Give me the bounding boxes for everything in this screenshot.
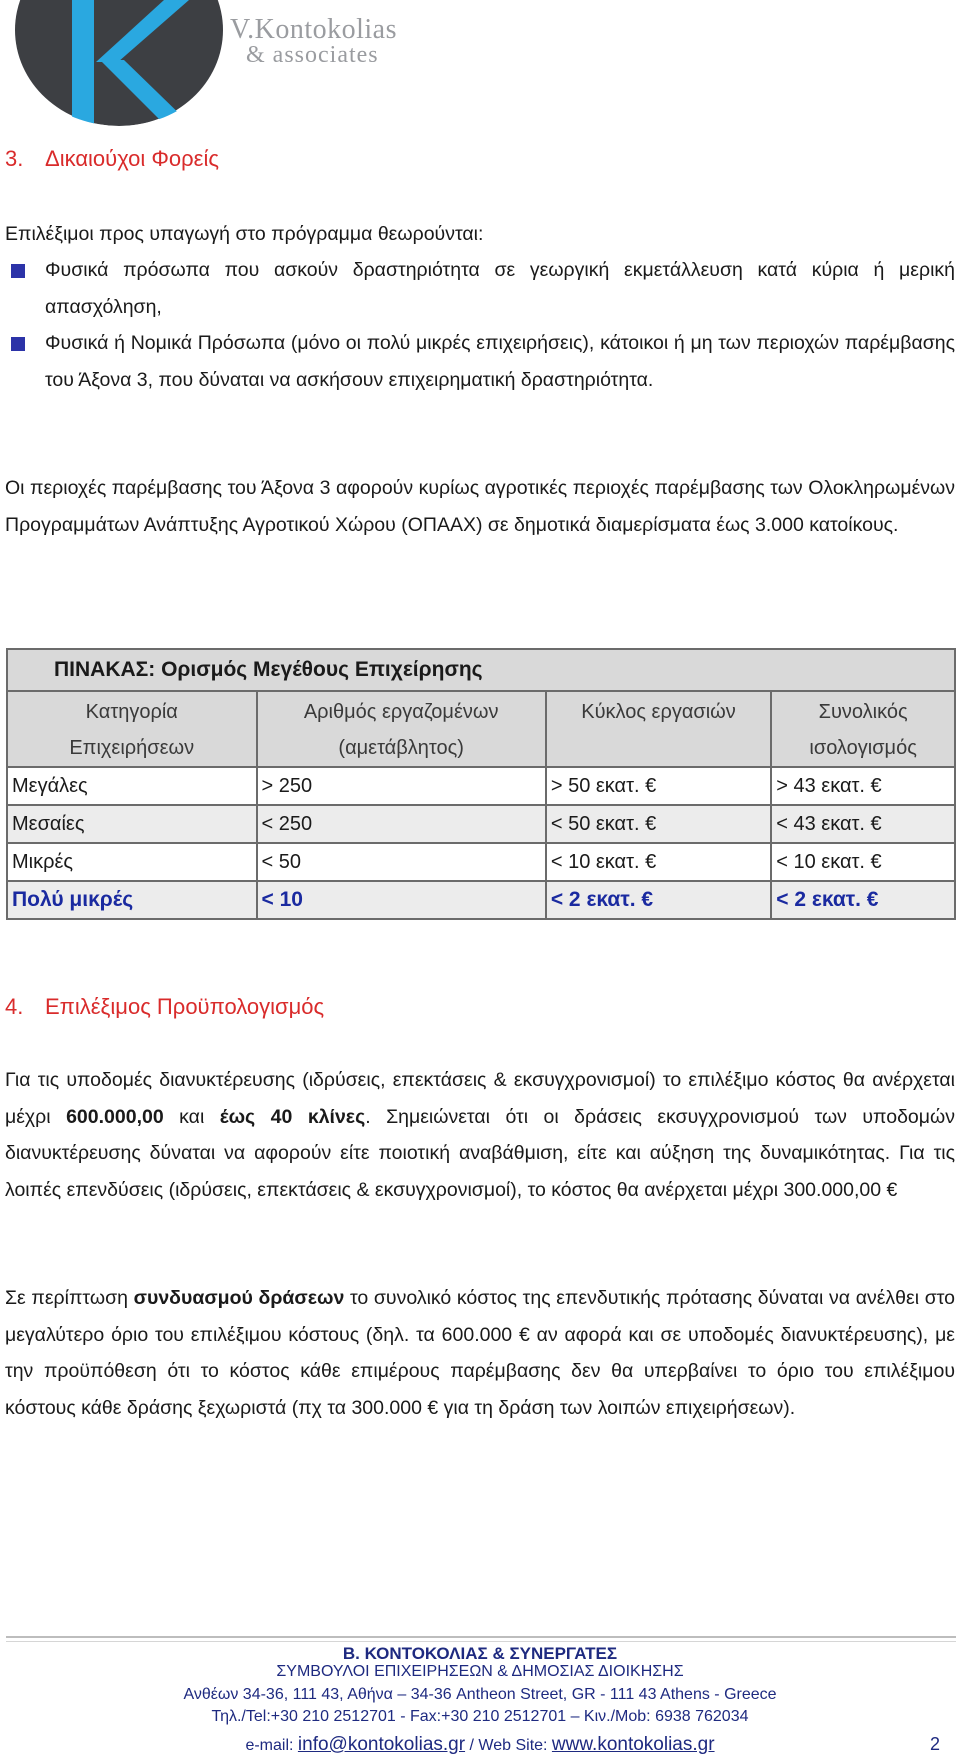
table-cell: Μεσαίες: [7, 805, 257, 843]
table-cell: < 50 εκατ. €: [546, 805, 771, 843]
table-row: [7, 805, 955, 843]
square-bullet-icon: [11, 264, 25, 278]
table-cell: > 250: [257, 767, 546, 805]
square-bullet-icon: [11, 337, 25, 351]
table-cell: < 10: [257, 881, 546, 919]
column-header-employees: Αριθμός εργαζομένων (αμετάβλητος): [257, 691, 546, 767]
email-link[interactable]: info@kontokolias.gr: [297, 1734, 466, 1755]
column-header-balance: Συνολικός ισολογισμός: [771, 691, 955, 767]
intervention-areas-paragraph: Οι περιοχές παρέμβασης του Άξονα 3 αφορούν κυρίως αγροτικές περιοχές παρέμβασης των Ολοκληρωμένων Προγραμμάτων Ανάπτυξης Αγροτικού Χώρου (ΟΠΑΑΧ) σε δημοτικά διαμερίσματα έως 3.000 κατοίκους.: [5, 477, 955, 536]
table-cell: Πολύ μικρές: [7, 881, 257, 919]
budget-paragraph-1: Για τις υποδομές διανυκτέρευσης (ιδρύσεις, επεκτάσεις & εκσυγχρονισμοί) το επιλέξιμο κόστος θα ανέρχεται μέχρι 600.000,00 και έως 40 κλίνες. Σημειώνεται ότι οι δράσεις εκσυγχρονισμού των υποδομών διανυκτέρευσης δύναται να αφορούν είτε ποιοτική αναβάθμιση, είτε και αύξηση της δυναμικότητας. Για τις λοιπές επενδύσεις (ιδρύσεις, επεκτάσεις & εκσυγχρονισμοί), το κόστος θα ανέρχεται μέχρι 300.000,00 €: [5, 1069, 955, 1201]
business-size-table: [6, 648, 956, 920]
table-title: ΠΙΝΑΚΑΣ: Ορισμός Μεγέθους Επιχείρησης: [7, 649, 955, 691]
logo-title: V.Kontokolias: [230, 14, 397, 45]
eligibility-intro: Επιλέξιμοι προς υπαγωγή στο πρόγραμμα θεωρούνται:: [5, 223, 484, 245]
footer-subtitle: ΣΥΜΒΟΥΛΟΙ ΕΠΙΧΕΙΡΗΣΕΩΝ & ΔΗΜΟΣΙΑΣ ΔΙΟΙΚΗΣΗΣ: [276, 1663, 684, 1680]
budget-amount: 600.000,00: [66, 1105, 164, 1128]
email-label: e-mail:: [245, 1737, 298, 1754]
footer-contact: e-mail: info@kontokolias.gr / Web Site: www.kontokolias.gr: [245, 1734, 715, 1755]
table-cell: < 43 εκατ. €: [771, 805, 955, 843]
table-cell: Μεγάλες: [7, 767, 257, 805]
table-row: [7, 843, 955, 881]
list-item: [5, 325, 955, 398]
table-cell: < 250: [257, 805, 546, 843]
section-3-number: 3.: [5, 146, 24, 171]
footer-company-name: Β. ΚΟΝΤΟΚΟΛΙΑΣ & ΣΥΝΕΡΓΑΤΕΣ: [342, 1644, 618, 1663]
eligibility-list: [5, 252, 955, 398]
logo-subtitle: & associates: [246, 42, 379, 68]
table-cell: > 50 εκατ. €: [546, 767, 771, 805]
list-item: [5, 252, 955, 325]
table-row: [7, 767, 955, 805]
page-number: 2: [930, 1734, 941, 1754]
section-4-title: Επιλέξιμος Προϋπολογισμός: [45, 994, 325, 1019]
footer-divider: [6, 1641, 956, 1642]
website-link[interactable]: www.kontokolias.gr: [551, 1734, 715, 1755]
beds-limit: έως 40 κλίνες: [219, 1105, 366, 1128]
budget-paragraph-2: Σε περίπτωση συνδυασμού δράσεων το συνολικό κόστος της επενδυτικής πρότασης δύναται να ανέλθει στο μεγαλύτερο όριο του επιλέξιμου κόστους (δηλ. τα 600.000 € αν αφορά και σε υποδομές διανυκτέρευσης), με την προϋπόθεση ότι το κόστος κάθε επιμέρους παρέμβασης δεν θα υπερβαίνει το όριο του επιλέξιμου κόστους κάθε δράσης ξεχωριστά (πχ τα 300.000 € για τη δράση των λοιπών επιχειρήσεων).: [5, 1287, 956, 1419]
company-logo: [14, 0, 454, 126]
table-cell: < 50: [257, 843, 546, 881]
table-cell: < 10 εκατ. €: [771, 843, 955, 881]
list-item-text: Φυσικά πρόσωπα που ασκούν δραστηριότητα σε γεωργική εκμετάλλευση κατά κύρια ή μερική απασχόληση,: [45, 259, 955, 318]
column-header-turnover: Κύκλος εργασιών: [546, 691, 771, 767]
section-3-heading: [5, 146, 219, 172]
table-cell: < 2 εκατ. €: [771, 881, 955, 919]
section-4-number: 4.: [5, 994, 24, 1019]
footer-address: Ανθέων 34-36, 111 43, Αθήνα – 34-36 Antheon Street, GR - 111 43 Athens - Greece: [183, 1686, 777, 1703]
section-3-title: Δικαιούχοι Φορείς: [45, 146, 219, 171]
table-cell: < 2 εκατ. €: [546, 881, 771, 919]
section-4-heading: [5, 994, 324, 1020]
k-letter-logo-icon: [14, 0, 224, 126]
table-row: [7, 881, 955, 919]
table-cell: > 43 εκατ. €: [771, 767, 955, 805]
column-header-category: Κατηγορία Επιχειρήσεων: [7, 691, 257, 767]
footer-divider: [6, 1636, 956, 1638]
combined-actions-term: συνδυασμού δράσεων: [133, 1287, 345, 1309]
web-label: Web Site:: [478, 1737, 552, 1754]
table-cell: < 10 εκατ. €: [546, 843, 771, 881]
list-item-text: Φυσικά ή Νομικά Πρόσωπα (μόνο οι πολύ μικρές επιχειρήσεις), κάτοικοι ή μη των περιοχών παρέμβασης του Άξονα 3, που δύναται να ασκήσουν επιχειρηματική δραστηριότητα.: [45, 332, 955, 391]
table-cell: Μικρές: [7, 843, 257, 881]
footer-phones: Τηλ./Tel:+30 210 2512701 - Fax:+30 210 2512701 – Κιν./Mob: 6938 762034: [211, 1708, 749, 1725]
